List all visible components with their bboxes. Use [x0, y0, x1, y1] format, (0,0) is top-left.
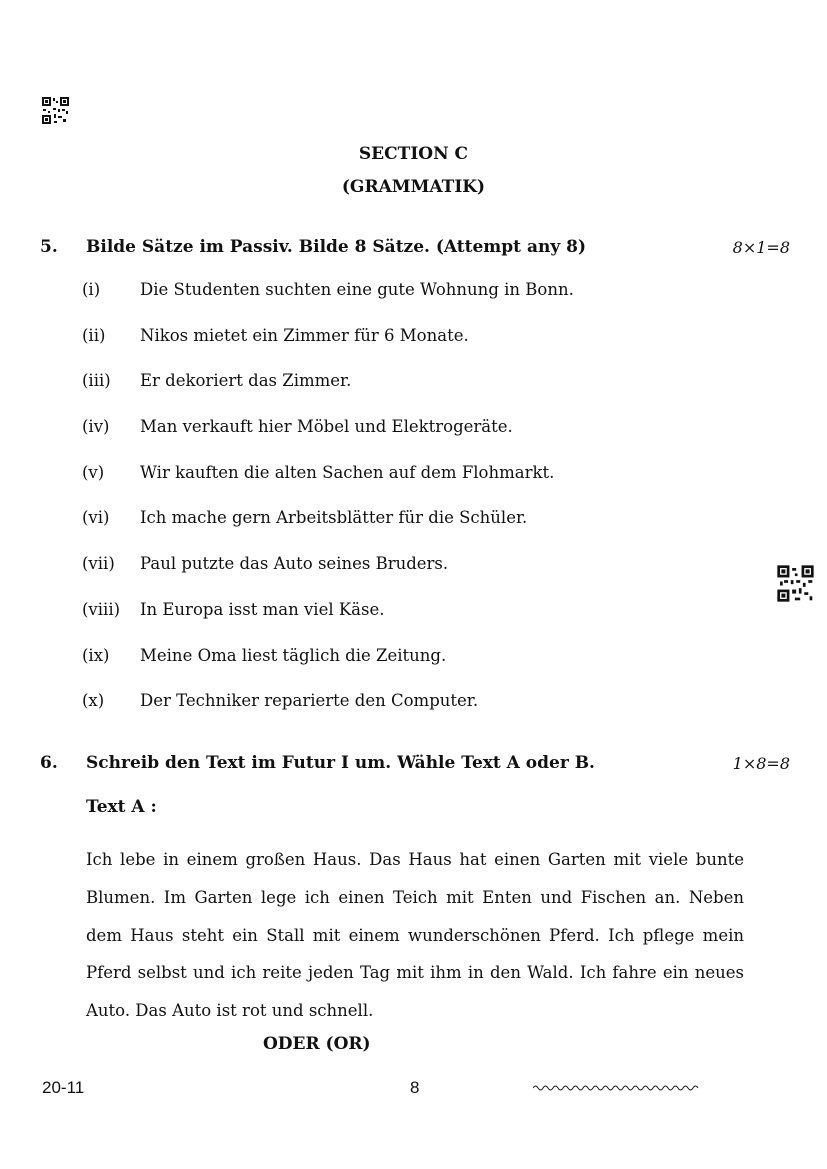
section-title: SECTION C: [358, 144, 469, 164]
question-5-number: 5.: [40, 237, 58, 257]
oder-label: ODER (OR): [263, 1034, 371, 1054]
item-sentence: Meine Oma liest täglich die Zeitung.: [140, 645, 447, 665]
question-6-marks: 1×8=8: [732, 754, 790, 773]
item-number: (viii): [82, 599, 121, 619]
item-sentence: Er dekoriert das Zimmer.: [140, 371, 352, 391]
item-number: (ii): [82, 325, 106, 345]
item-number: (ix): [82, 645, 110, 665]
item-sentence: Der Techniker reparierte den Computer.: [140, 691, 479, 711]
item-number: (x): [82, 691, 105, 711]
item-sentence: Man verkauft hier Möbel und Elektrogeräte.: [140, 417, 513, 437]
item-number: (iv): [82, 417, 110, 437]
item-number: (v): [82, 462, 105, 482]
question-6-instruction: Schreib den Text im Futur I um. Wähle Text A oder B.: [86, 753, 595, 773]
paper-code: 20-11: [42, 1078, 85, 1097]
text-a-label: Text A :: [86, 797, 157, 817]
item-sentence: Ich mache gern Arbeitsblätter für die Schüler.: [140, 508, 528, 528]
item-sentence: Wir kauften die alten Sachen auf dem Flohmarkt.: [140, 462, 555, 482]
item-number: (iii): [82, 371, 111, 391]
qr-code-icon: [41, 96, 70, 125]
item-sentence: In Europa isst man viel Käse.: [140, 599, 385, 619]
item-sentence: Nikos mietet ein Zimmer für 6 Monate.: [140, 325, 469, 345]
question-5-instruction: Bilde Sätze im Passiv. Bilde 8 Sätze. (Attempt any 8): [86, 237, 586, 257]
item-number: (vii): [82, 554, 115, 574]
item-number: (i): [82, 280, 101, 299]
item-sentence: Die Studenten suchten eine gute Wohnung in Bonn.: [140, 280, 574, 299]
wavy-line-decoration: [533, 1083, 699, 1093]
item-number: (vi): [82, 508, 110, 528]
item-sentence: Paul putzte das Auto seines Bruders.: [140, 554, 449, 574]
question-6-number: 6.: [40, 753, 58, 773]
section-subtitle: (GRAMMATIK): [341, 177, 486, 197]
page-number: 8: [410, 1078, 420, 1097]
text-a-body: Ich lebe in einem großen Haus. Das Haus hat einen Garten mit viele bunte Blumen. Im Garten lege ich einen Teich mit Enten und Fischen an. Neben dem Haus steht ein Stall mit einem wunderschönen Pferd. Ich pflege mein Pferd selbst und ich reite jeden Tag mit ihm in den Wald. Ich fahre ein neues Auto. Das Auto ist rot und schnell.: [86, 850, 744, 1021]
question-5-marks: 8×1=8: [732, 238, 790, 257]
qr-code-icon: [776, 564, 815, 603]
